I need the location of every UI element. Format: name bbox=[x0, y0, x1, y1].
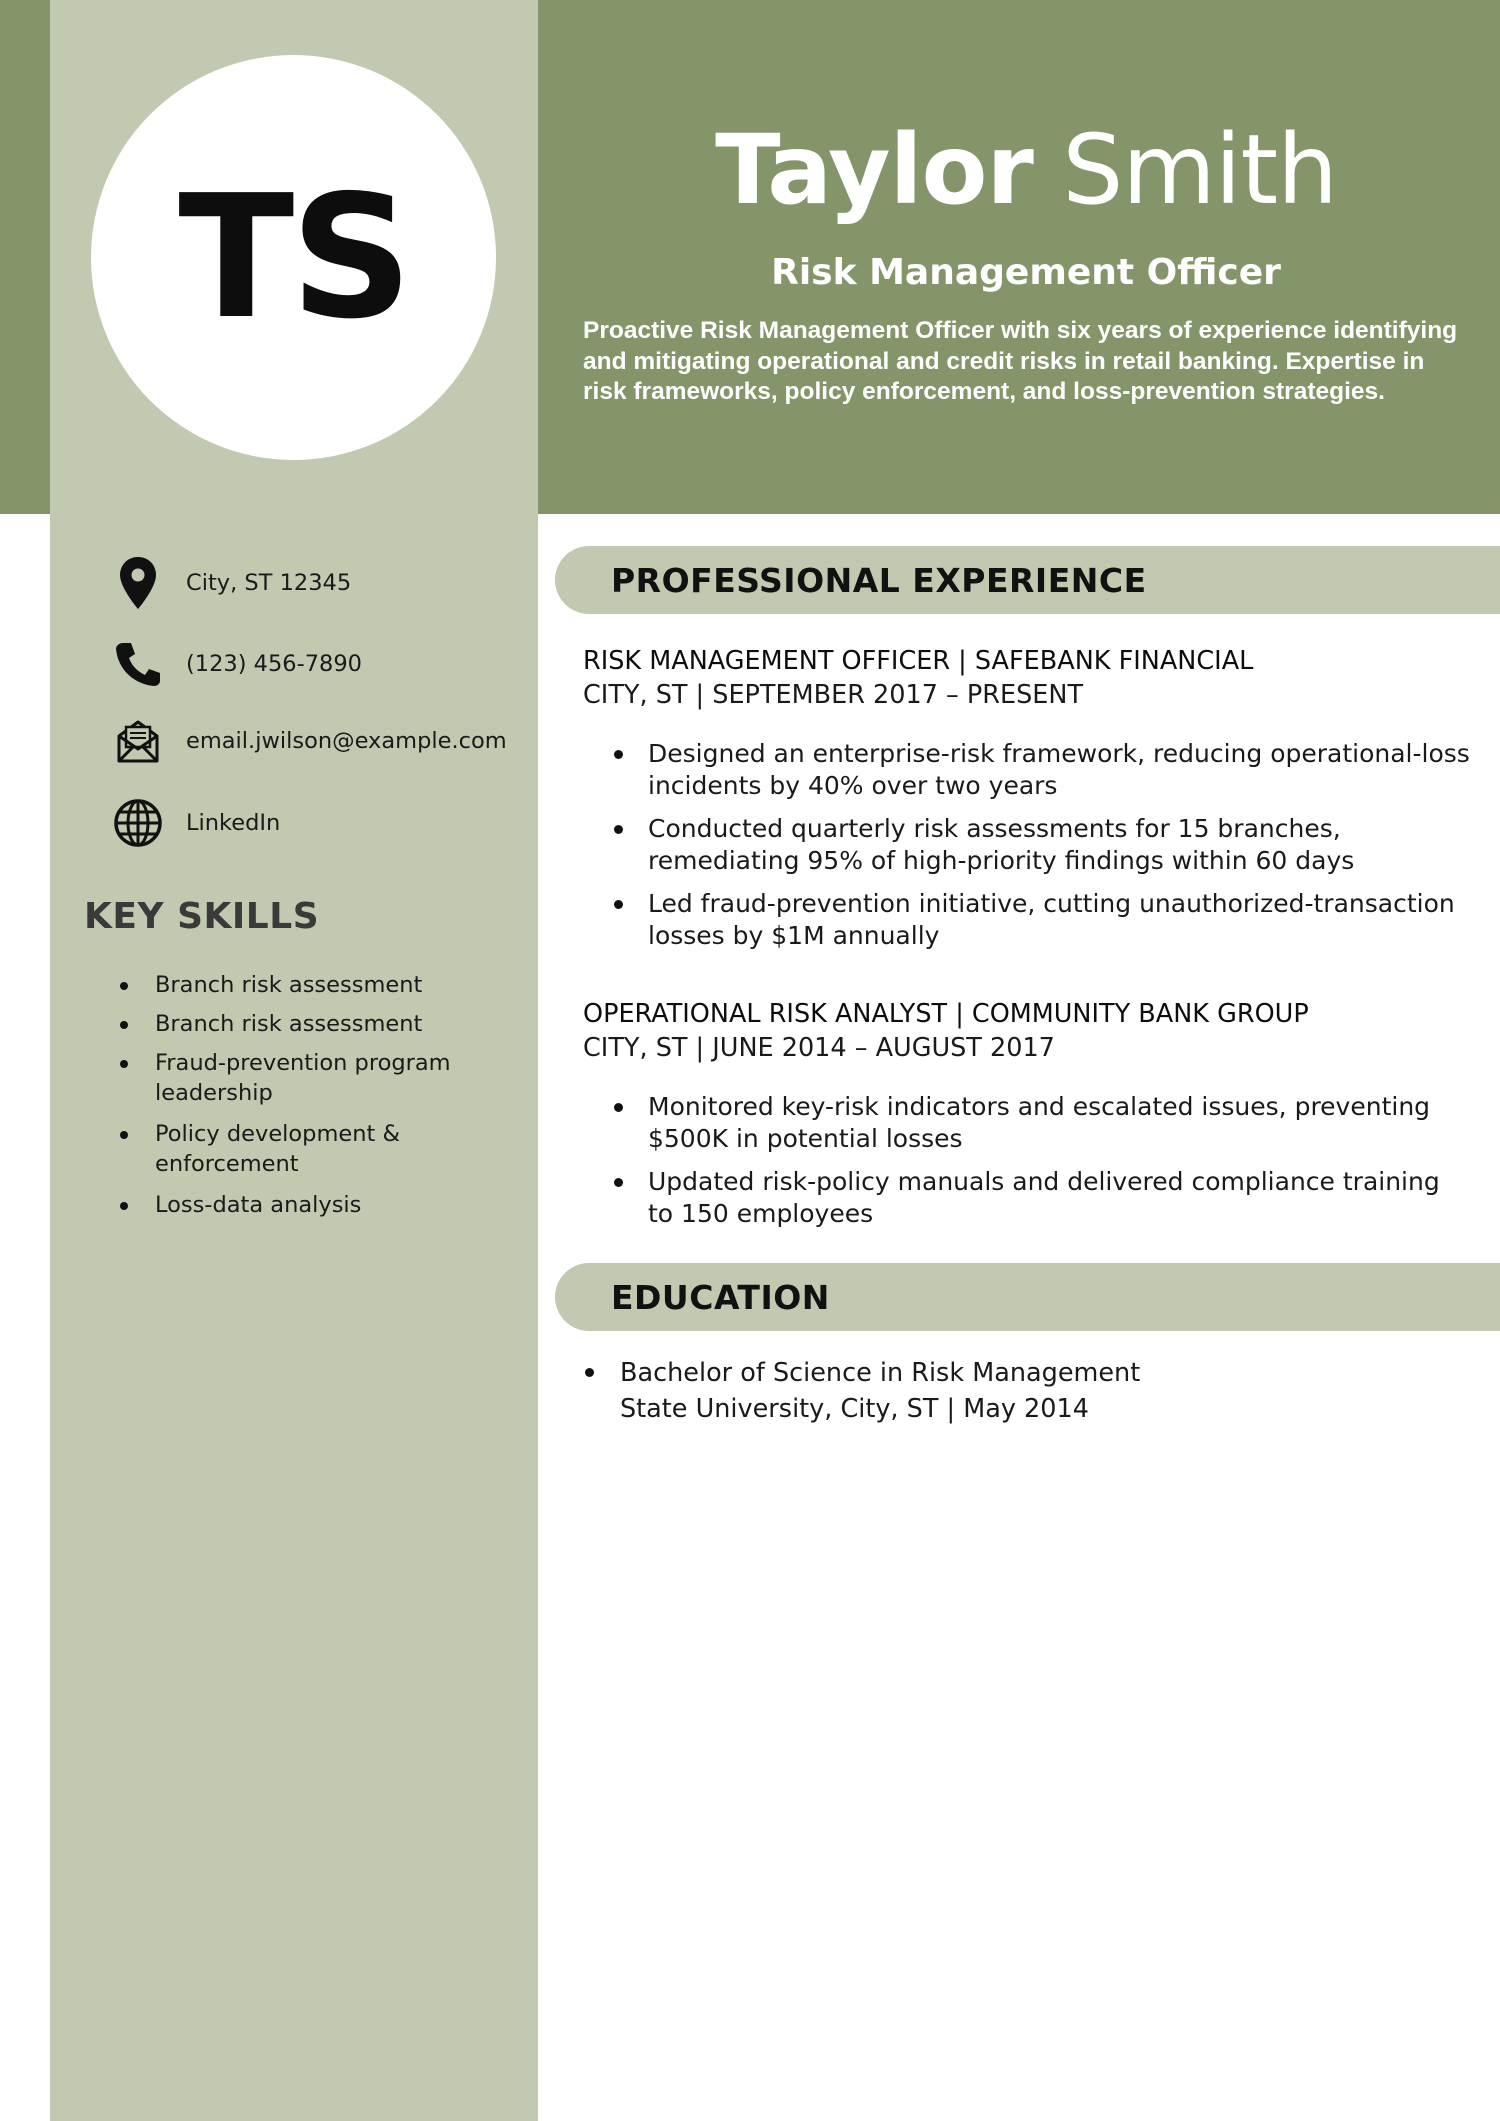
email-link[interactable]: email.jwilson@example.com bbox=[186, 728, 507, 754]
education-degree: Bachelor of Science in Risk Management bbox=[620, 1358, 1141, 1388]
contact-linkedin[interactable] bbox=[112, 793, 532, 853]
education-heading: EDUCATION bbox=[611, 1277, 830, 1317]
education-school: State University, City, ST | May 2014 bbox=[620, 1394, 1089, 1424]
envelope-icon bbox=[112, 715, 164, 767]
job-1-heading: RISK MANAGEMENT OFFICER | SAFEBANK FINANCIAL bbox=[583, 646, 1254, 676]
first-name: Taylor bbox=[715, 114, 1033, 226]
candidate-name bbox=[538, 114, 1500, 226]
education-section-bar bbox=[555, 1263, 1500, 1331]
contact-phone bbox=[112, 634, 532, 694]
job-bullet: Monitored key-risk indicators and escalated issues, preventing $500K in potential losses bbox=[612, 1091, 1472, 1155]
skills-heading: KEY SKILLS bbox=[84, 896, 320, 937]
contact-address bbox=[112, 553, 532, 613]
skills-list bbox=[115, 970, 515, 1229]
monogram-text: TS bbox=[178, 158, 409, 357]
header-accent-strip bbox=[0, 0, 50, 514]
job-2-heading: OPERATIONAL RISK ANALYST | COMMUNITY BANK GROUP bbox=[583, 999, 1309, 1029]
job-2-subheading: CITY, ST | JUNE 2014 – AUGUST 2017 bbox=[583, 1033, 1055, 1063]
contact-email[interactable] bbox=[112, 711, 532, 771]
job-1-subheading: CITY, ST | SEPTEMBER 2017 – PRESENT bbox=[583, 680, 1084, 710]
profile-summary: Proactive Risk Management Officer with six years of experience identifying and mitigating operational and credit risks in retail banking. Expertise in risk frameworks, policy enforcement, and loss-prevention strategies. bbox=[583, 317, 1458, 405]
job-1-bullets bbox=[612, 738, 1472, 963]
phone-text: (123) 456-7890 bbox=[186, 651, 362, 677]
skill-item: Branch risk assessment bbox=[115, 970, 515, 1000]
skill-item: Fraud-prevention program leadership bbox=[115, 1048, 515, 1108]
skill-item: Branch risk assessment bbox=[115, 1009, 515, 1039]
job-bullet: Conducted quarterly risk assessments for 15 branches, remediating 95% of high-priority findings within 60 days bbox=[612, 813, 1472, 877]
job-2-bullets bbox=[612, 1091, 1472, 1241]
experience-heading: PROFESSIONAL EXPERIENCE bbox=[611, 560, 1147, 600]
address-text: City, ST 12345 bbox=[186, 570, 352, 596]
experience-section-bar bbox=[555, 546, 1500, 614]
linkedin-link[interactable]: LinkedIn bbox=[186, 810, 281, 836]
education-bullet bbox=[585, 1368, 594, 1377]
job-title: Risk Management Officer bbox=[771, 252, 1281, 293]
job-bullet: Designed an enterprise-risk framework, reducing operational-loss incidents by 40% over two years bbox=[612, 738, 1472, 802]
globe-icon bbox=[112, 797, 164, 849]
monogram-badge bbox=[91, 55, 496, 460]
job-bullet: Led fraud-prevention initiative, cutting unauthorized-transaction losses by $1M annually bbox=[612, 888, 1472, 952]
location-pin-icon bbox=[112, 557, 164, 609]
skill-item: Loss-data analysis bbox=[115, 1190, 515, 1220]
job-bullet: Updated risk-policy manuals and delivered compliance training to 150 employees bbox=[612, 1166, 1472, 1230]
last-name: Smith bbox=[1062, 114, 1337, 226]
education-entry bbox=[583, 1355, 1463, 1427]
skill-item: Policy development & enforcement bbox=[115, 1119, 515, 1179]
phone-icon bbox=[112, 638, 164, 690]
